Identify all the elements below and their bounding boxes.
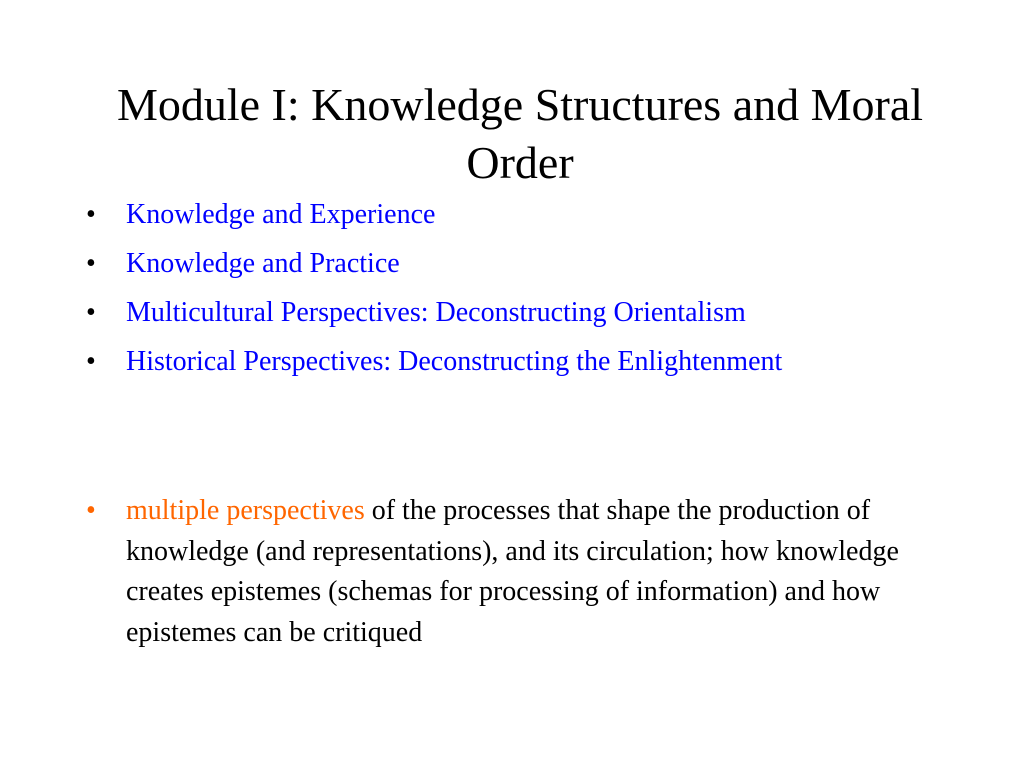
list-item <box>86 244 966 284</box>
bullet-glyph: • <box>86 248 96 279</box>
topic-text: Multicultural Perspectives: Deconstructing Orientalism <box>126 297 746 328</box>
bullet-glyph: • <box>86 346 96 377</box>
bullet-glyph: • <box>86 199 96 230</box>
note-list <box>86 491 966 653</box>
list-item <box>86 293 966 333</box>
note-text: of the processes that shape the production of knowledge (and representations), and its circulation; how knowledge creates epistemes (schemas for processing of information) and how epistemes can be critiqued <box>126 495 899 648</box>
topic-text: Knowledge and Practice <box>126 248 400 279</box>
slide-title: Module I: Knowledge Structures and Moral Order <box>116 79 924 188</box>
topic-text: Historical Perspectives: Deconstructing the Enlightenment <box>126 346 783 377</box>
topic-list <box>86 195 966 391</box>
list-item <box>86 342 966 382</box>
note-item <box>86 491 966 653</box>
list-item <box>86 195 966 235</box>
note-highlight: multiple perspectives <box>126 495 365 526</box>
bullet-glyph: • <box>86 495 96 526</box>
bullet-glyph: • <box>86 297 96 328</box>
topic-text: Knowledge and Experience <box>126 199 436 230</box>
